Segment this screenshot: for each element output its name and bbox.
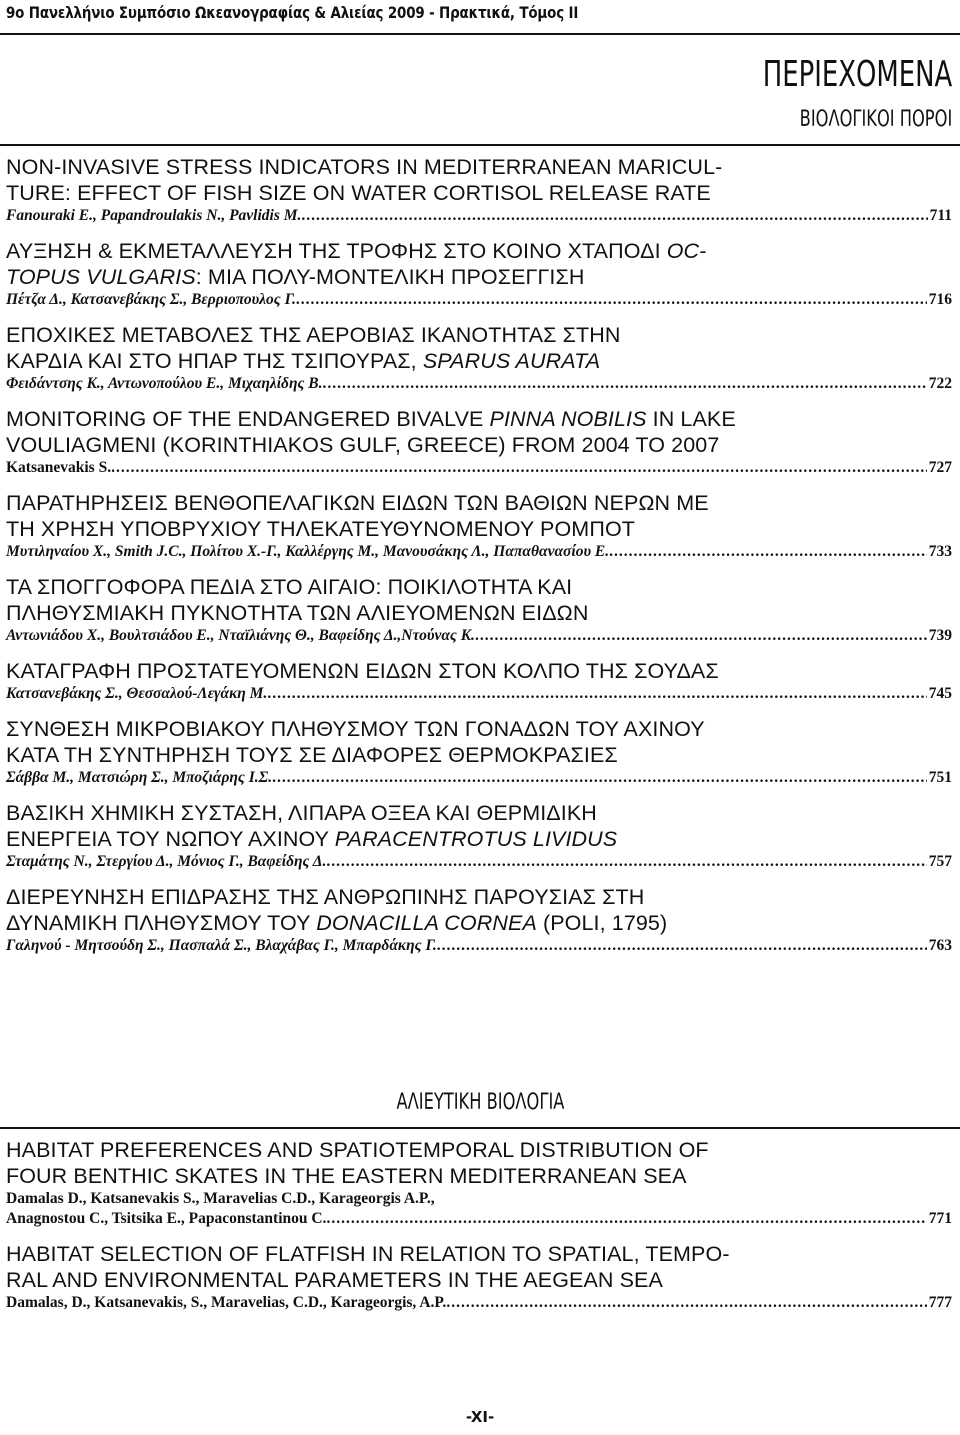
entry-page-number: 745 bbox=[928, 685, 952, 702]
entry-page-number: 722 bbox=[928, 375, 952, 392]
entry-page-number: 716 bbox=[928, 291, 952, 308]
entry-authors-line bbox=[6, 684, 952, 704]
toc-section-2 bbox=[6, 1137, 952, 1325]
entry-title-line bbox=[6, 574, 952, 600]
entry-authors-line bbox=[6, 852, 952, 872]
entry-title-line bbox=[6, 742, 952, 768]
toc-section-1 bbox=[6, 154, 952, 968]
contents-title-block bbox=[689, 55, 952, 135]
title-text: FOUR BENTHIC SKATES IN THE EASTERN MEDITERRANEAN SEA bbox=[6, 1164, 687, 1188]
entry-title-line bbox=[6, 658, 952, 684]
entry-title-line bbox=[6, 154, 952, 180]
dot-leader bbox=[609, 542, 927, 562]
title-text: TURE: EFFECT OF FISH SIZE ON WATER CORTISOL RELEASE RATE bbox=[6, 181, 711, 205]
dot-leader bbox=[111, 458, 927, 478]
header-rule bbox=[0, 33, 960, 35]
entry-title-line bbox=[6, 884, 952, 910]
entry-title-line bbox=[6, 432, 952, 458]
toc-entry bbox=[6, 154, 952, 226]
species-name: PARACENTROTUS LIVIDUS bbox=[334, 827, 618, 851]
toc-entry bbox=[6, 1241, 952, 1313]
toc-entry bbox=[6, 884, 952, 956]
entry-authors: Κατσανεβάκης Σ., Θεσσαλού-Λεγάκη Μ. bbox=[6, 685, 268, 702]
entry-title-line bbox=[6, 910, 952, 936]
page-number: -XI- bbox=[465, 1408, 495, 1426]
dot-leader bbox=[272, 768, 927, 788]
title-text: ΤΗ ΧΡΗΣΗ ΥΠΟΒΡΥΧΙΟΥ ΤΗΛΕΚΑΤΕΥΘΥΝΟΜΕΝΟΥ ΡΟΜΠΟΤ bbox=[6, 517, 635, 541]
entry-title-line bbox=[6, 348, 952, 374]
entry-title-line bbox=[6, 1163, 952, 1189]
entry-authors-line bbox=[6, 1293, 952, 1313]
entry-title-line bbox=[6, 826, 952, 852]
entry-authors: Fanouraki E., Papandroulakis N., Pavlidis M. bbox=[6, 207, 302, 224]
title-text: ΚΑΤΑ ΤΗ ΣΥΝΤΗΡΗΣΗ ΤΟΥΣ ΣΕ ΔΙΑΦΟΡΕΣ ΘΕΡΜΟΚΡΑΣΙΕΣ bbox=[6, 743, 618, 767]
entry-authors-line bbox=[6, 626, 952, 646]
dot-leader bbox=[446, 1293, 926, 1313]
entry-title-line bbox=[6, 1241, 952, 1267]
dot-leader bbox=[323, 374, 927, 394]
entry-title-line bbox=[6, 516, 952, 542]
contents-title: ΠΕΡΙΕΧΟΜΕΝΑ bbox=[762, 54, 952, 95]
entry-title-line bbox=[6, 800, 952, 826]
title-text: ΤΑ ΣΠΟΓΓΟΦΟΡΑ ΠΕΔΙΑ ΣΤΟ ΑΙΓΑΙΟ: ΠΟΙΚΙΛΟΤΗΤΑ ΚΑΙ bbox=[6, 575, 573, 599]
entry-page-number: 763 bbox=[928, 937, 952, 954]
title-text: ΔΙΕΡΕΥΝΗΣΗ ΕΠΙΔΡΑΣΗΣ ΤΗΣ ΑΝΘΡΩΠΙΝΗΣ ΠΑΡΟΥΣΙΑΣ ΣΤΗ bbox=[6, 885, 645, 909]
toc-entry bbox=[6, 574, 952, 646]
toc-entry bbox=[6, 238, 952, 310]
entry-title-line bbox=[6, 490, 952, 516]
entry-title-line bbox=[6, 264, 952, 290]
dot-leader bbox=[475, 626, 927, 646]
title-text: : ΜΙΑ ΠΟΛΥ-ΜΟΝΤΕΛΙΚΗ ΠΡΟΣΕΓΓΙΣΗ bbox=[195, 265, 585, 289]
entry-authors-line bbox=[6, 458, 952, 478]
dot-leader bbox=[326, 1209, 926, 1229]
entry-authors: Πέτζα Δ., Κατσανεβάκης Σ., Βερριοπουλος Γ. bbox=[6, 291, 296, 308]
dot-leader bbox=[437, 936, 927, 956]
entry-page-number: 777 bbox=[928, 1294, 952, 1311]
title-text: ΕΝΕΡΓΕΙΑ ΤΟΥ ΝΩΠΟΥ ΑΧΙΝΟΥ bbox=[6, 827, 335, 851]
title-text: ΑΥΞΗΣΗ & ΕΚΜΕΤΑΛΛΕΥΣΗ ΤΗΣ ΤΡΟΦΗΣ ΣΤΟ ΚΟΙΝΟ ΧΤΑΠΟΔΙ bbox=[6, 239, 667, 263]
entry-authors: Katsanevakis S. bbox=[6, 459, 112, 476]
entry-authors: Αντωνιάδου Χ., Βουλτσιάδου Ε., Νταϊλιάνης Θ., Βαφείδης Δ.,Ντούνας Κ. bbox=[6, 627, 475, 644]
species-name: PINNA NOBILIS bbox=[489, 407, 647, 431]
entry-authors: Μυτιληναίου Χ., Smith J.C., Πολίτου Χ.-Γ., Καλλέργης Μ., Μανουσάκης Λ., Παπαθανασίου Ε. bbox=[6, 543, 610, 560]
entry-page-number: 739 bbox=[928, 627, 952, 644]
entry-title-line bbox=[6, 1267, 952, 1293]
title-text: IN LAKE bbox=[646, 407, 736, 431]
entry-page-number: 751 bbox=[928, 769, 952, 786]
entry-title-line bbox=[6, 600, 952, 626]
title-text: VOULIAGMENI (KORINTHIAKOS GULF, GREECE) FROM 2004 TO 2007 bbox=[6, 433, 720, 457]
species-name: DONACILLA CORNEA bbox=[316, 911, 537, 935]
section-rule bbox=[0, 144, 960, 146]
entry-authors-line bbox=[6, 542, 952, 562]
entry-authors: Σταμάτης Ν., Στεργίου Δ., Μόνιος Γ., Βαφείδης Δ. bbox=[6, 853, 327, 870]
title-text: ΒΑΣΙΚΗ ΧΗΜΙΚΗ ΣΥΣΤΑΣΗ, ΛΙΠΑΡΑ ΟΞΕΑ ΚΑΙ ΘΕΡΜΙΔΙΚΗ bbox=[6, 801, 597, 825]
dot-leader bbox=[301, 206, 927, 226]
title-text: ΠΛΗΘΥΣΜΙΑΚΗ ΠΥΚΝΟΤΗΤΑ ΤΩΝ ΑΛΙΕΥΟΜΕΝΩΝ ΕΙΔΩΝ bbox=[6, 601, 589, 625]
entry-title-line bbox=[6, 716, 952, 742]
entry-title-line bbox=[6, 406, 952, 432]
entry-page-number: 757 bbox=[928, 853, 952, 870]
section-title-fisheries-biology bbox=[0, 1090, 960, 1115]
dot-leader bbox=[296, 290, 927, 310]
entry-authors: Φειδάντσης Κ., Αντωνοπούλου Ε., Μιχαηλίδης Β. bbox=[6, 375, 323, 392]
toc-entry bbox=[6, 658, 952, 704]
entry-title-line bbox=[6, 180, 952, 206]
title-text: ΚΑΤΑΓΡΑΦΗ ΠΡΟΣΤΑΤΕΥΟΜΕΝΩΝ ΕΙΔΩΝ ΣΤΟΝ ΚΟΛΠΟ ΤΗΣ ΣΟΥΔΑΣ bbox=[6, 659, 719, 683]
toc-entry bbox=[6, 1137, 952, 1229]
title-text: (POLI, 1795) bbox=[536, 911, 668, 935]
species-name: SPARUS AURATA bbox=[422, 349, 601, 373]
entry-page-number: 733 bbox=[928, 543, 952, 560]
species-name: TOPUS VULGARIS bbox=[6, 265, 196, 289]
entry-authors-line bbox=[6, 936, 952, 956]
section-title-biological-resources: ΒΙΟΛΟΓΙΚΟΙ ΠΟΡΟΙ bbox=[799, 107, 952, 132]
entry-page-number: 711 bbox=[929, 207, 952, 224]
toc-entry bbox=[6, 490, 952, 562]
entry-authors-line bbox=[6, 290, 952, 310]
title-text: ΔΥΝΑΜΙΚΗ ΠΛΗΘΥΣΜΟΥ ΤΟΥ bbox=[6, 911, 317, 935]
title-text: MONITORING OF THE ENDANGERED BIVALVE bbox=[6, 407, 490, 431]
toc-entry bbox=[6, 800, 952, 872]
toc-entry bbox=[6, 322, 952, 394]
dot-leader bbox=[326, 852, 926, 872]
toc-entry bbox=[6, 716, 952, 788]
section-rule-2 bbox=[0, 1127, 960, 1129]
entry-authors-line bbox=[6, 206, 952, 226]
entry-page-number: 771 bbox=[928, 1210, 952, 1227]
entry-authors-line: Damalas D., Katsanevakis S., Maravelias C.D., Karageorgis A.P., bbox=[6, 1190, 435, 1207]
entry-title-line bbox=[6, 238, 952, 264]
section-title-label: ΑΛΙΕΥΤΙΚΗ ΒΙΟΛΟΓΙΑ bbox=[396, 1090, 564, 1115]
entry-authors: Γαληνού - Μητσούδη Σ., Πασπαλά Σ., Βλαχάβας Γ., Μπαρδάκης Γ. bbox=[6, 937, 437, 954]
entry-authors-line bbox=[6, 374, 952, 394]
running-header: 9ο Πανελλήνιο Συμπόσιο Ωκεανογραφίας & Αλιείας 2009 - Πρακτικά, Τόμος ΙΙ bbox=[6, 3, 579, 22]
title-text: ΚΑΡΔΙΑ ΚΑΙ ΣΤΟ ΗΠΑΡ ΤΗΣ ΤΣΙΠΟΥΡΑΣ, bbox=[6, 349, 423, 373]
dot-leader bbox=[267, 684, 926, 704]
title-text: ΠΑΡΑΤΗΡΗΣΕΙΣ ΒΕΝΘΟΠΕΛΑΓΙΚΩΝ ΕΙΔΩΝ ΤΩΝ ΒΑΘΙΩΝ ΝΕΡΩΝ ΜΕ bbox=[6, 491, 709, 515]
entry-authors-line bbox=[6, 768, 952, 788]
entry-title-line bbox=[6, 322, 952, 348]
title-text: HABITAT SELECTION OF FLATFISH IN RELATION TO SPATIAL, TEMPO- bbox=[6, 1242, 730, 1266]
toc-entry bbox=[6, 406, 952, 478]
title-text: NON-INVASIVE STRESS INDICATORS IN MEDITERRANEAN MARICUL- bbox=[6, 155, 723, 179]
species-name: OC- bbox=[666, 239, 707, 263]
title-text: ΣΥΝΘΕΣΗ ΜΙΚΡΟΒΙΑΚΟΥ ΠΛΗΘΥΣΜΟΥ ΤΩΝ ΓΟΝΑΔΩΝ ΤΟΥ ΑΧΙΝΟΥ bbox=[6, 717, 705, 741]
entry-authors: Σάββα Μ., Ματσιώρη Σ., Μποζιάρης Ι.Σ. bbox=[6, 769, 273, 786]
entry-page-number: 727 bbox=[928, 459, 952, 476]
entry-authors: Anagnostou C., Tsitsika E., Papaconstantinou C. bbox=[6, 1210, 327, 1227]
entry-title-line bbox=[6, 1137, 952, 1163]
entry-authors: Damalas, D., Katsanevakis, S., Maravelias, C.D., Karageorgis, A.P. bbox=[6, 1294, 447, 1311]
title-text: HABITAT PREFERENCES AND SPATIOTEMPORAL DISTRIBUTION OF bbox=[6, 1138, 709, 1162]
title-text: ΕΠΟΧΙΚΕΣ ΜΕΤΑΒΟΛΕΣ ΤΗΣ ΑΕΡΟΒΙΑΣ ΙΚΑΝΟΤΗΤΑΣ ΣΤΗΝ bbox=[6, 323, 621, 347]
title-text: RAL AND ENVIRONMENTAL PARAMETERS IN THE AEGEAN SEA bbox=[6, 1268, 663, 1292]
entry-authors-line bbox=[6, 1209, 952, 1229]
